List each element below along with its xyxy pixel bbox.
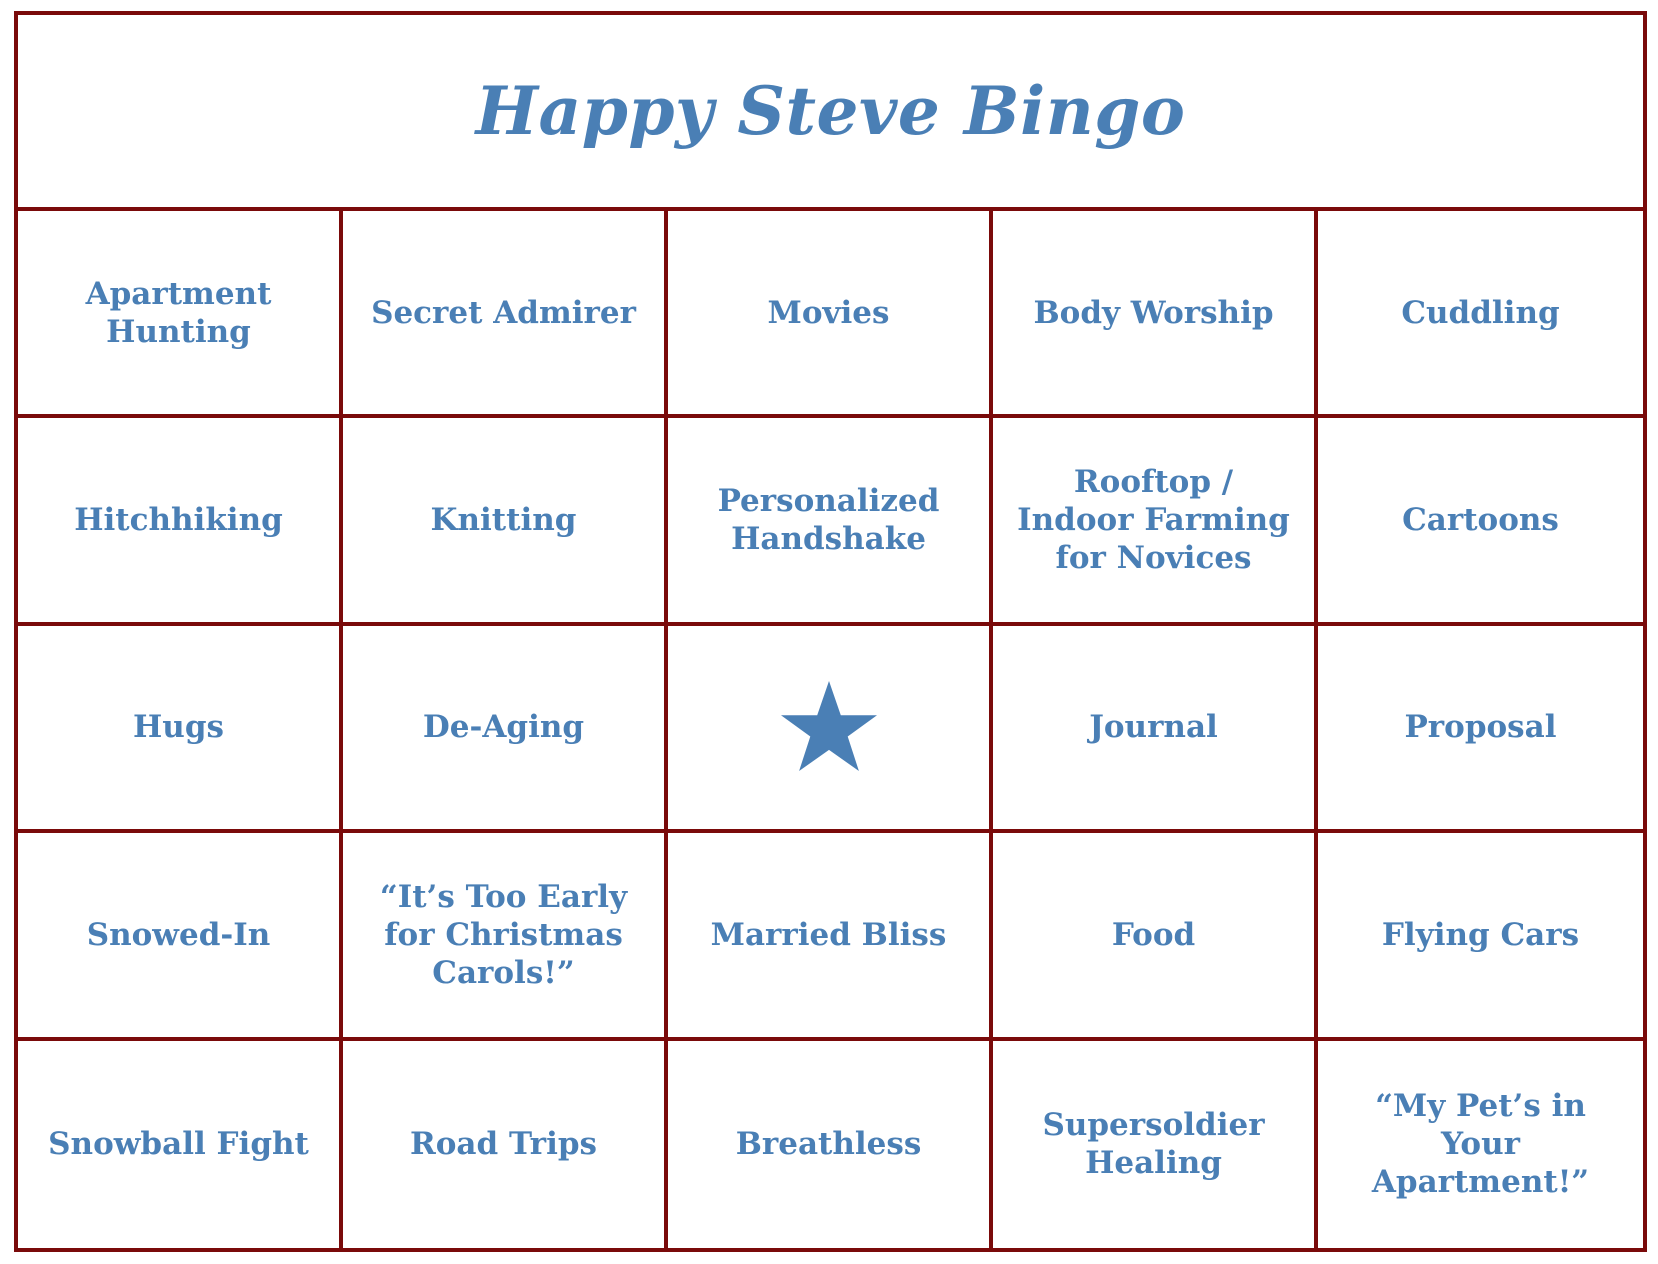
bingo-board: [14, 11, 1647, 1252]
bingo-cell[interactable]: [18, 418, 343, 621]
bingo-cell[interactable]: [1318, 626, 1643, 829]
bingo-row-4: [18, 833, 1643, 1040]
cell-label: Married Bliss: [710, 916, 947, 953]
bingo-cell[interactable]: [993, 833, 1318, 1036]
cell-label: Secret Admirer: [371, 294, 636, 331]
bingo-cell[interactable]: [1318, 833, 1643, 1036]
bingo-cell[interactable]: [668, 211, 993, 414]
star-icon: [779, 679, 879, 775]
cell-label: Rooftop / Indoor Farming for Novices: [1017, 464, 1290, 577]
bingo-cell[interactable]: [343, 211, 668, 414]
bingo-cell[interactable]: [343, 418, 668, 621]
cell-label: Food: [1111, 916, 1196, 953]
bingo-cell[interactable]: [1318, 211, 1643, 414]
bingo-row-2: [18, 418, 1643, 625]
bingo-cell[interactable]: [343, 626, 668, 829]
cell-label: Snowball Fight: [48, 1126, 309, 1163]
bingo-cell[interactable]: [668, 833, 993, 1036]
cell-label: Supersoldier Healing: [1042, 1107, 1265, 1182]
bingo-cell[interactable]: [18, 1041, 343, 1248]
bingo-cell[interactable]: [343, 1041, 668, 1248]
cell-label: Movies: [767, 294, 890, 331]
cell-label: Snowed-In: [86, 916, 271, 953]
bingo-cell[interactable]: [993, 211, 1318, 414]
bingo-cell[interactable]: [993, 626, 1318, 829]
bingo-row-1: [18, 211, 1643, 418]
cell-label: Proposal: [1404, 709, 1557, 746]
bingo-cell[interactable]: [993, 418, 1318, 621]
cell-label: Body Worship: [1033, 294, 1274, 331]
cell-label: Road Trips: [409, 1126, 598, 1163]
bingo-cell[interactable]: [993, 1041, 1318, 1248]
cell-label: Journal: [1089, 709, 1218, 746]
page-title: Happy Steve Bingo: [475, 72, 1186, 150]
cell-label: Cartoons: [1402, 502, 1559, 539]
cell-label: De-Aging: [422, 709, 585, 746]
cell-label: Breathless: [735, 1126, 922, 1163]
bingo-cell[interactable]: [668, 418, 993, 621]
title-row: [18, 15, 1643, 211]
free-space-cell[interactable]: [668, 626, 993, 829]
bingo-cell[interactable]: [1318, 418, 1643, 621]
cell-label: “My Pet’s in Your Apartment!”: [1371, 1088, 1590, 1201]
cell-label: Cuddling: [1401, 294, 1560, 331]
bingo-cell[interactable]: [18, 833, 343, 1036]
cell-label: “It’s Too Early for Christmas Carols!”: [379, 878, 628, 991]
cell-label: Flying Cars: [1381, 916, 1580, 953]
cell-label: Apartment Hunting: [85, 275, 272, 350]
bingo-cell[interactable]: [668, 1041, 993, 1248]
cell-label: Hugs: [133, 709, 224, 746]
bingo-row-5: [18, 1041, 1643, 1248]
bingo-row-3: [18, 626, 1643, 833]
bingo-cell[interactable]: [343, 833, 668, 1036]
cell-label: Hitchhiking: [74, 502, 283, 539]
bingo-cell[interactable]: [1318, 1041, 1643, 1248]
bingo-cell[interactable]: [18, 626, 343, 829]
bingo-cell[interactable]: [18, 211, 343, 414]
cell-label: Knitting: [430, 502, 577, 539]
cell-label: Personalized Handshake: [717, 483, 940, 558]
